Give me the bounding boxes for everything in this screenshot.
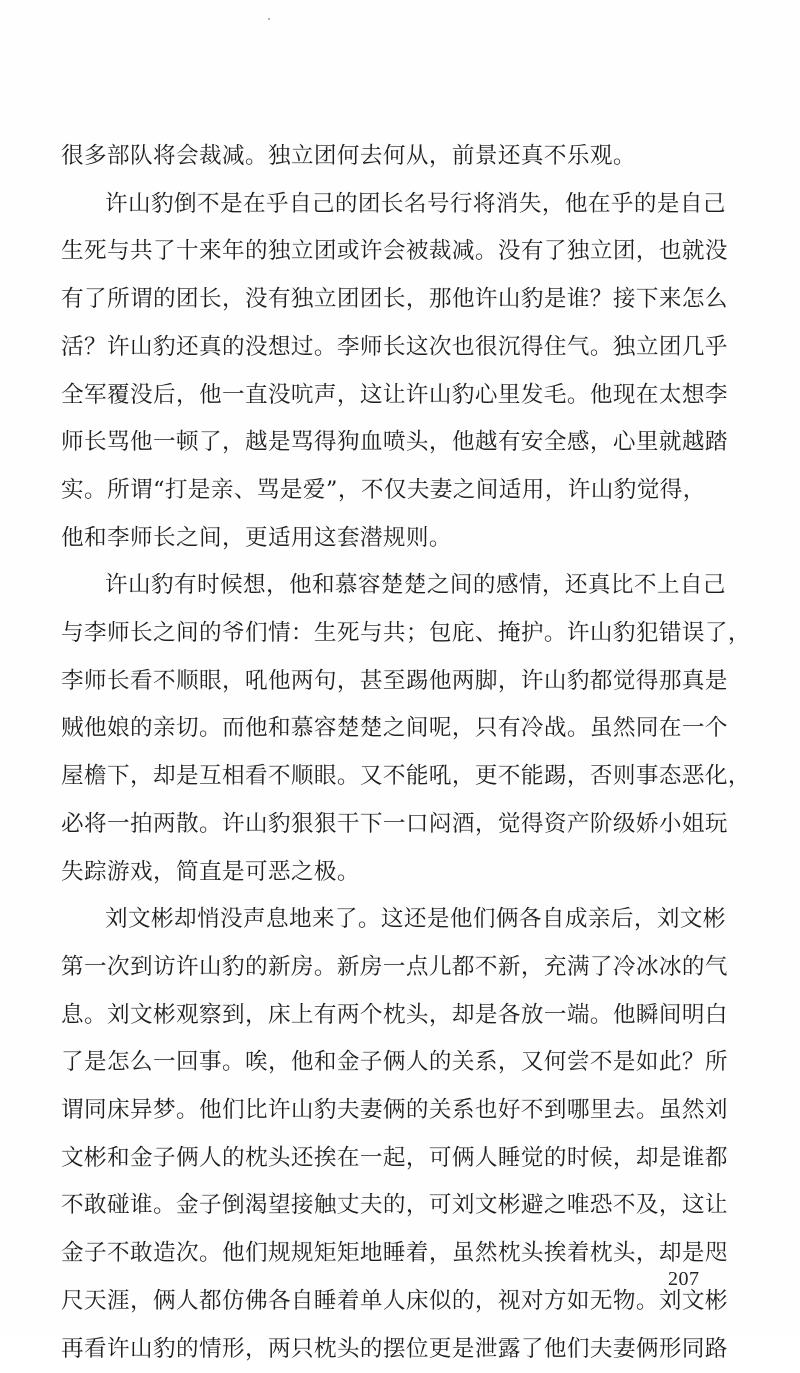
text-line: 文彬和金子俩人的枕头还挨在一起，可俩人睡觉的时候，却是谁都 [61,1144,728,1171]
scan-speck [268,18,270,20]
text-line: 活？许山豹还真的没想过。李师长这次也很沉得住气。独立团几乎 [61,333,728,360]
text-line: 刘文彬却悄没声息地来了。这还是他们俩各自成亲后，刘文彬 [105,906,726,933]
paragraph [61,181,751,563]
body-text [61,133,751,1373]
text-line: 再看许山豹的情形，两只枕头的摆位更是泄露了他们夫妻俩形同路 [61,1335,728,1362]
text-line: 失踪游戏，简直是可恶之极。 [61,858,360,885]
text-line: 不敢碰谁。金子倒渴望接触丈夫的，可刘文彬避之唯恐不及，这让 [61,1192,728,1219]
text-line: 许山豹倒不是在乎自己的团长名号行将消失，他在乎的是自己 [105,190,726,217]
text-line: 息。刘文彬观察到，床上有两个枕头，却是各放一端。他瞬间明白 [61,1001,728,1028]
paragraph [61,896,751,1373]
text-line: 屋檐下，却是互相看不顺眼。又不能吼，更不能踢，否则事态恶化， [61,763,751,790]
text-line: 了是怎么一回事。唉，他和金子俩人的关系，又何尝不是如此？所 [61,1049,728,1076]
text-line: 全军覆没后，他一直没吭声，这让许山豹心里发毛。他现在太想李 [61,381,728,408]
text-line: 尺天涯，俩人都仿佛各自睡着单人床似的，视对方如无物。刘文彬 [61,1287,728,1314]
page-number: 207 [668,1268,700,1290]
text-line: 第一次到访许山豹的新房。新房一点儿都不新，充满了冷冰冰的气 [61,953,728,980]
text-line: 必将一拍两散。许山豹狠狠干下一口闷酒，觉得资产阶级娇小姐玩 [61,810,728,837]
text-line: 与李师长之间的爷们情：生死与共；包庇、掩护。许山豹犯错误了， [61,620,751,647]
text-line: 实。所谓“打是亲、骂是爱”，不仅夫妻之间适用，许山豹觉得， [61,476,706,503]
text-line: 李师长看不顺眼，吼他两句，甚至踢他两脚，许山豹都觉得那真是 [61,667,728,694]
text-line: 许山豹有时候想，他和慕容楚楚之间的感情，还真比不上自己 [105,572,726,599]
text-line: 生死与共了十来年的独立团或许会被裁减。没有了独立团，也就没 [61,238,728,265]
text-line: 他和李师长之间，更适用这套潜规则。 [61,524,452,551]
text-line: 贼他娘的亲切。而他和慕容楚楚之间呢，只有冷战。虽然同在一个 [61,715,728,742]
paragraph [61,133,751,181]
text-line: 师长骂他一顿了，越是骂得狗血喷头，他越有安全感，心里就越踏 [61,429,728,456]
text-line: 有了所谓的团长，没有独立团团长，那他许山豹是谁？接下来怎么 [61,286,728,313]
text-line: 谓同床异梦。他们比许山豹夫妻俩的关系也好不到哪里去。虽然刘 [61,1097,728,1124]
paragraph [61,562,751,896]
text-line: 金子不敢造次。他们规规矩矩地睡着，虽然枕头挨着枕头，却是咫 [61,1240,728,1267]
text-line: 很多部队将会裁减。独立团何去何从，前景还真不乐观。 [61,143,636,169]
